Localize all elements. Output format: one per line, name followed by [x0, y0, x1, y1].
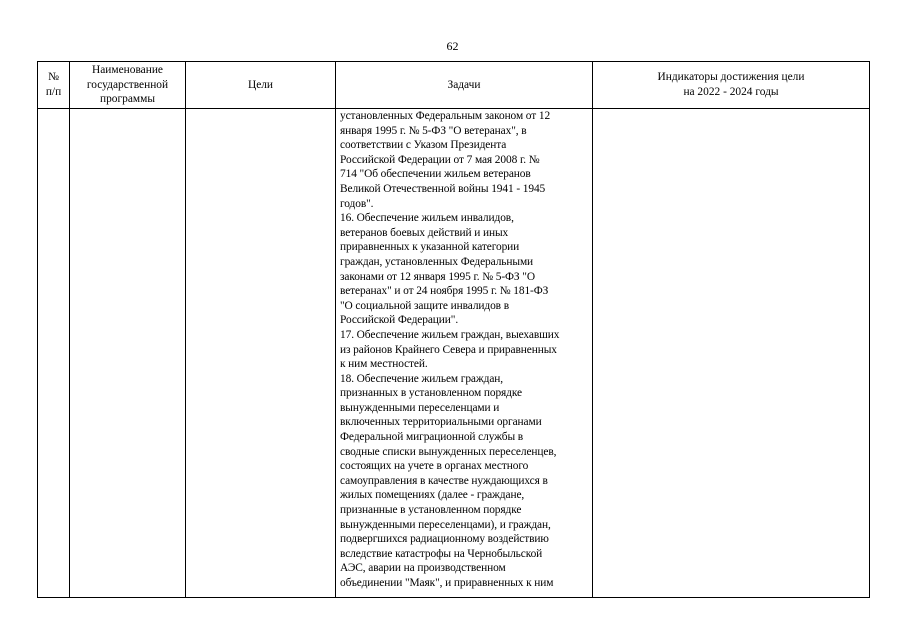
page-number: 62 [446, 39, 459, 53]
header-tasks: Задачи [336, 62, 593, 109]
cell-number [38, 109, 70, 598]
cell-indicators [593, 109, 870, 598]
header-number: № п/п [38, 62, 70, 109]
tasks-text: установленных Федеральным законом от 12 января 1995 г. № 5-ФЗ "О ветеранах", в соответствии с Указом Президента Российской Федерации от 7 мая 2008 г. № 714 "Об обеспечении жильем ветеранов Великой Отечественной войны 1941 - 1945 годов". 16. Обеспечение жильем инвалидов, ветеранов боевых действий и иных приравненных к указанной категории граждан, установленных Федеральными законами от 12 января 1995 г. № 5-ФЗ "О ветеранах" и от 24 ноября 1995 г. № 181-ФЗ "О социальной защите инвалидов в Российской Федерации". 17. Обеспечение жильем граждан, выехавших из районов Крайнего Севера и приравненных к ним местностей. 18. Обеспечение жильем граждан, признанных в установленном порядке вынужденными переселенцами и включенных территориальными органами Федеральной миграционной службы в сводные списки вынужденных переселенцев, состоящих на учете в органах местного самоуправления в качестве нуждающихся в жилых помещениях (далее - граждане, признанные в установленном порядке вынужденными переселенцами), и граждан, подвергшихся радиационному воздействию вследствие катастрофы на Чернобыльской АЭС, аварии на производственном объединении "Маяк", и приравненных к ним [340, 110, 560, 589]
cell-program [70, 109, 186, 598]
cell-tasks [336, 109, 593, 598]
program-table [37, 61, 870, 598]
table-row [38, 109, 870, 598]
table-header-row [38, 62, 870, 109]
header-program: Наименование государственной программы [70, 62, 186, 109]
header-indicators: Индикаторы достижения цели на 2022 - 2024 годы [593, 62, 870, 109]
header-goals: Цели [186, 62, 336, 109]
cell-goals [186, 109, 336, 598]
